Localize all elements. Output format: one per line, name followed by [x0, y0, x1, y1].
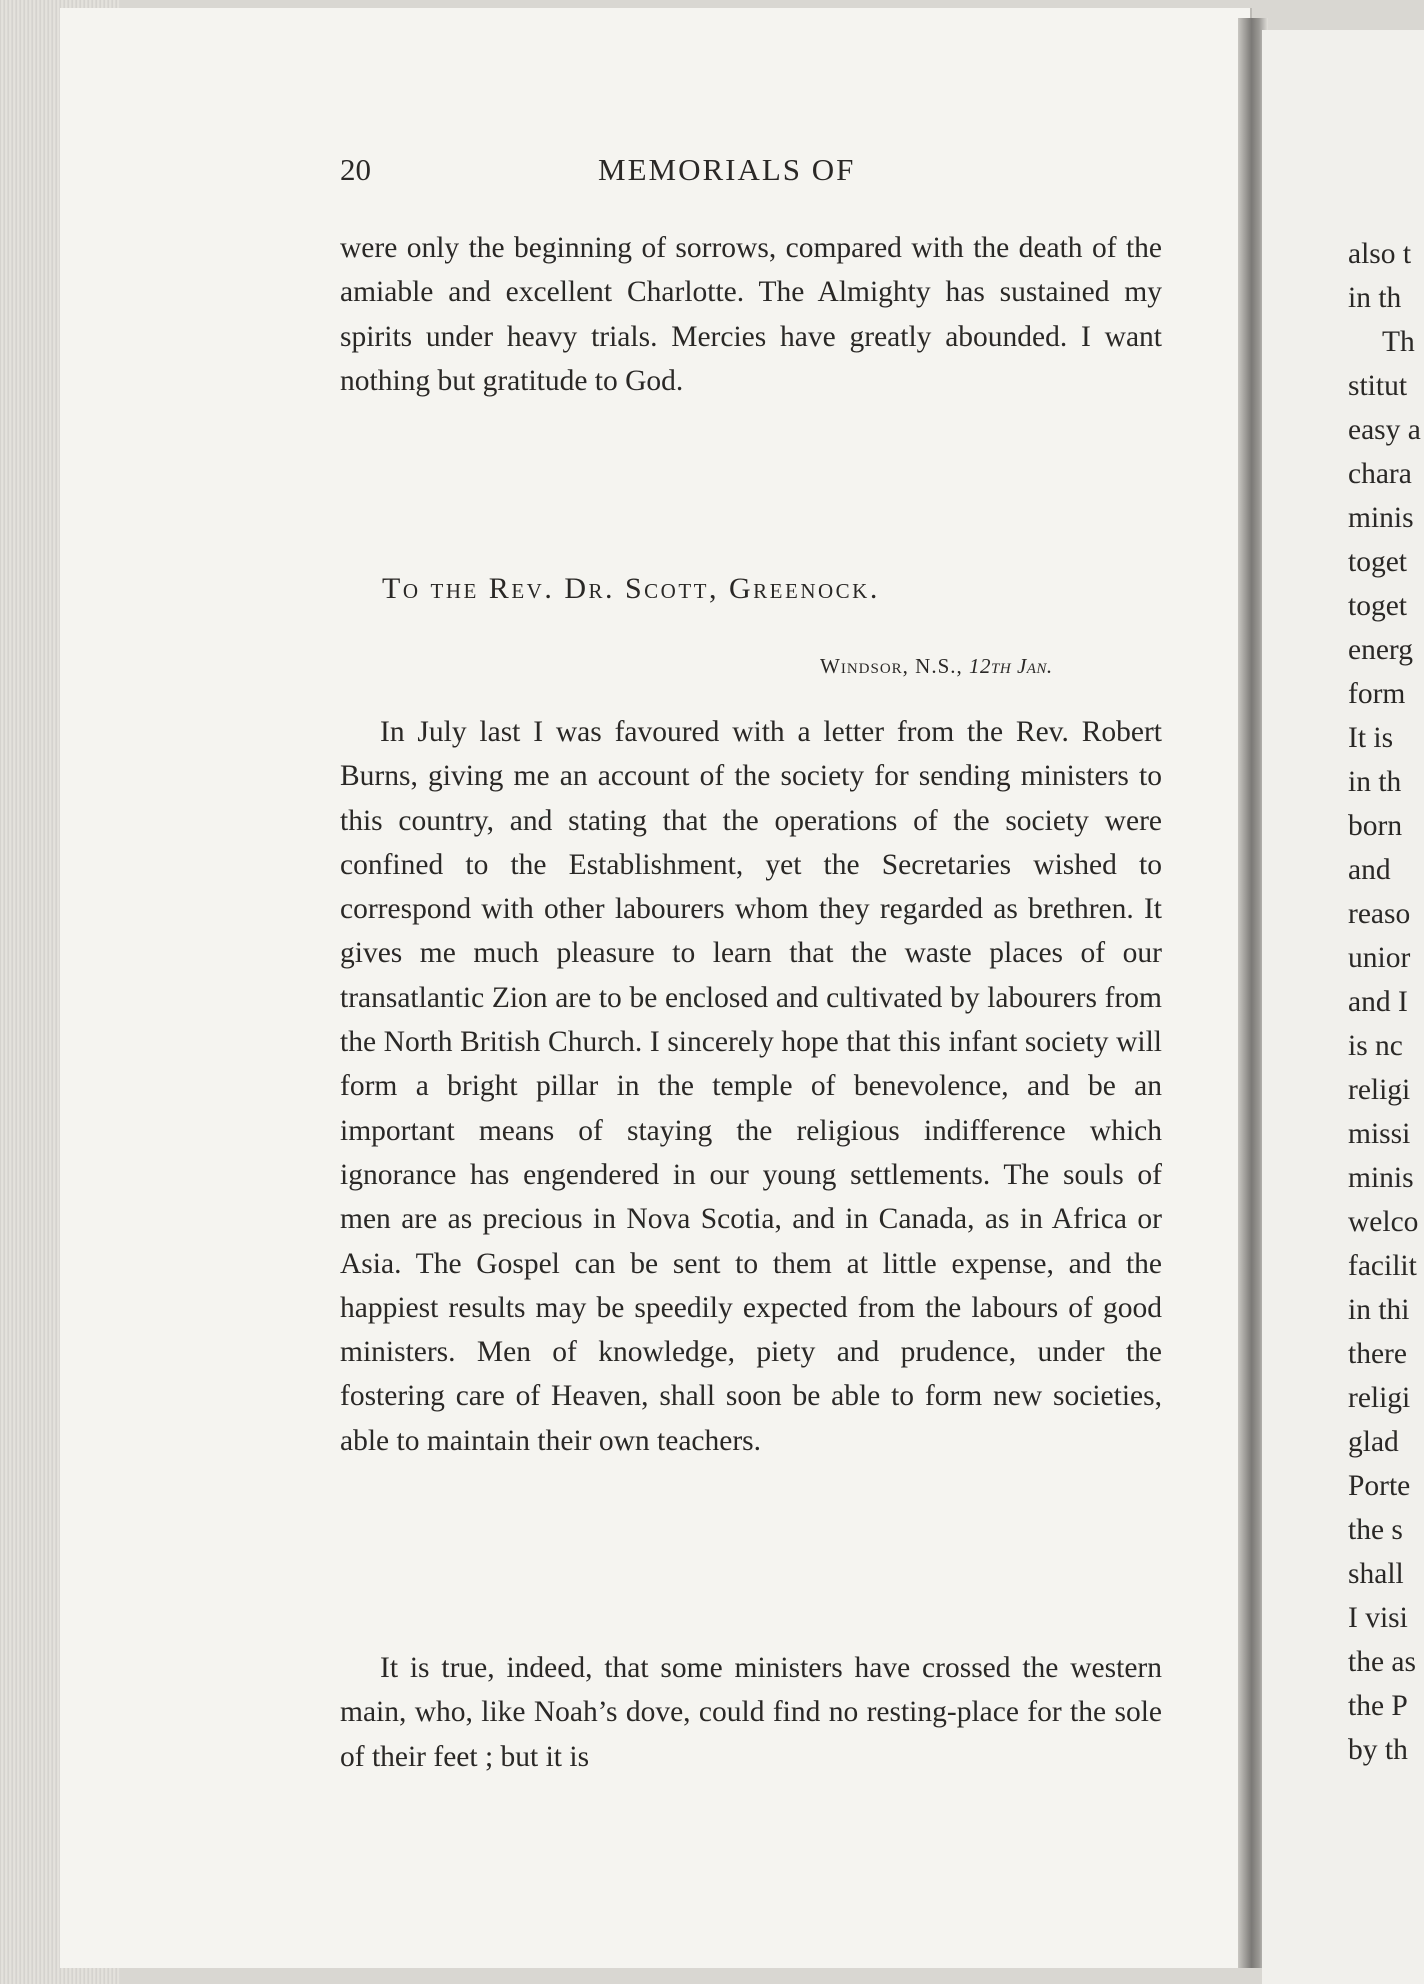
paragraph-letter-continued	[340, 1646, 1162, 1779]
right-line: religi	[1348, 1074, 1411, 1106]
right-line: and I	[1348, 986, 1408, 1018]
right-line: in th	[1348, 282, 1402, 314]
right-line: Porte	[1348, 1470, 1411, 1502]
right-line: stitut	[1348, 370, 1408, 402]
dateline-date: 12th Jan.	[969, 654, 1053, 678]
page-number: 20	[340, 152, 371, 187]
right-line: Th	[1382, 326, 1415, 358]
right-line: minis	[1348, 502, 1414, 534]
paragraph-text: It is true, indeed, that some ministers have crossed the western main, who, like Noah’s dove, could find no resting-place for the sole of their feet ; but it is	[340, 1652, 1162, 1773]
right-line: welco	[1348, 1206, 1419, 1238]
right-line: also t	[1348, 238, 1412, 270]
right-line: unior	[1348, 942, 1411, 974]
running-head: MEMORIALS OF	[598, 152, 856, 187]
letter-dateline	[820, 654, 1053, 679]
right-line: energ	[1348, 634, 1413, 666]
right-page-text	[1348, 30, 1424, 1772]
right-line: the as	[1348, 1646, 1416, 1678]
right-line: in th	[1348, 766, 1402, 798]
right-line: is nc	[1348, 1030, 1403, 1062]
right-line: It is	[1348, 722, 1394, 754]
paragraph-text: were only the beginning of sorrows, compared with the death of the amiable and excellent Charlotte. The Almighty has sustained my spirits under heavy trials. Mercies have greatly abounded. I want nothing but gratitude to God.	[340, 232, 1162, 397]
page-header	[340, 152, 1160, 200]
right-line: reaso	[1348, 898, 1411, 930]
right-line: by th	[1348, 1734, 1408, 1766]
paragraph-text: In July last I was favoured with a letter from the Rev. Robert Burns, giving me an account of the society for sending ministers to this country, and stating that the operations of the society were confined to the Establishment, yet the Secretaries wished to correspond with other labourers whom they regarded as brethren. It gives me much pleasure to learn that the waste places of our transatlantic Zion are to be enclosed and cultivated by labourers from the North British Church. I sincerely hope that this infant society will form a bright pillar in the temple of benevolence, and be an important means of staying the religious indifference which ignorance has engendered in our young settlements. The souls of men are as precious in Nova Scotia, and in Canada, as in Africa or Asia. The Gospel can be sent to them at little expense, and the happiest results may be speedily expected from the labours of good ministers. Men of knowledge, piety and prudence, under the fostering care of Heaven, shall soon be able to form new societies, able to maintain their own teachers.	[340, 716, 1162, 1457]
right-line: born	[1348, 810, 1403, 842]
paragraph-letter-body	[340, 710, 1162, 1463]
right-line: glad	[1348, 1426, 1399, 1458]
paragraph-continued	[340, 226, 1162, 403]
dateline-place: Windsor, N.S.,	[820, 654, 963, 678]
right-page-partial	[1262, 30, 1424, 1984]
right-line: the P	[1348, 1690, 1408, 1722]
right-line: minis	[1348, 1162, 1414, 1194]
right-line: the s	[1348, 1514, 1403, 1546]
right-line: in thi	[1348, 1294, 1410, 1326]
letter-heading: To the Rev. Dr. Scott, Greenock.	[382, 572, 880, 605]
right-line: there	[1348, 1338, 1407, 1370]
right-line: shall	[1348, 1558, 1404, 1590]
right-line: religi	[1348, 1382, 1411, 1414]
right-line: toget	[1348, 546, 1407, 578]
right-line: easy a	[1348, 414, 1421, 446]
right-line: facilit	[1348, 1250, 1417, 1282]
right-line: and	[1348, 854, 1391, 886]
right-line: I visi	[1348, 1602, 1408, 1634]
right-line: missi	[1348, 1118, 1411, 1150]
right-line: toget	[1348, 590, 1407, 622]
right-line: chara	[1348, 458, 1412, 490]
right-line: form	[1348, 678, 1406, 710]
